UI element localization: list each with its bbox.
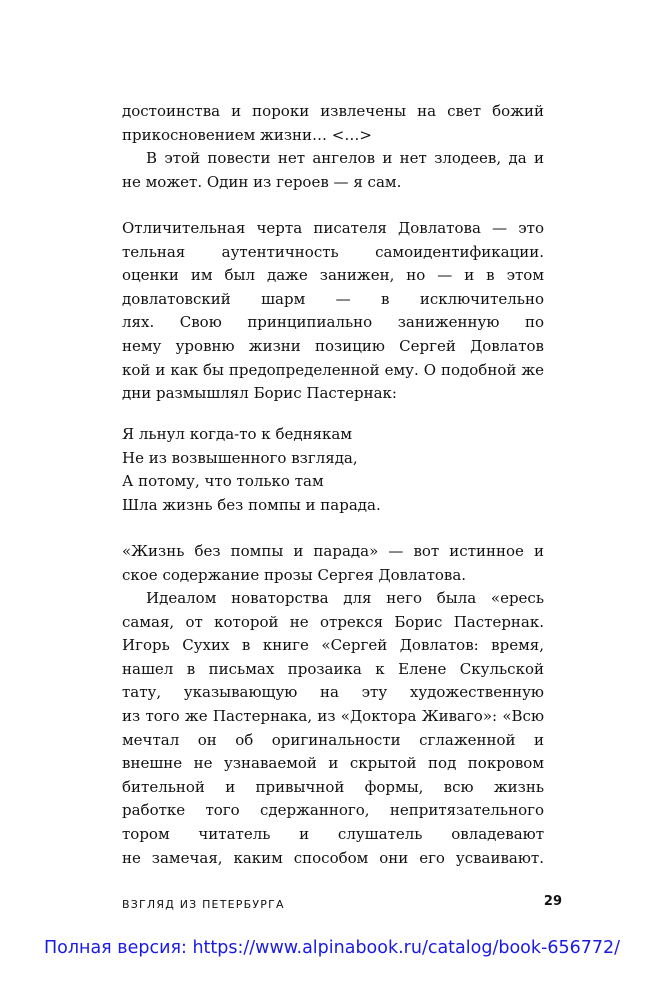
text-line: Игорь Сухих в книге «Сергей Довлатов: время, [122,636,544,655]
text-line: тельная аутентичность самоидентификации. [122,242,544,261]
paragraph-novelty [122,587,544,870]
text-line: нашел в письмах прозаика к Елене Скульской [122,659,544,678]
text-line: нему уровню жизни позицию Сергей Довлатов [122,336,544,355]
page-number: 29 [543,894,562,909]
text-line: В этой повести нет ангелов и нет злодеев, да и [146,149,544,167]
text-line: довлатовский шарм — в исключительно [122,289,544,308]
poem-quote [122,423,544,517]
text-line: мечтал он об оригинальности сглаженной и [122,730,544,749]
poem-line: А потому, что только там [122,472,324,491]
text-line: внешне не узнаваемой и скрытой под покровом [122,754,544,773]
text-line: лях. Свою принципиально заниженную по [122,313,544,332]
text-line: тором читатель и слушатель овладевают [122,824,544,843]
text-line: «Жизнь без помпы и парада» — вот истинное и [122,542,544,560]
paragraph-quote-end [122,100,544,147]
text-line: кой и как бы предопределенной ему. О подобной же [122,360,544,379]
text-line: ское содержание прозы Сергея Довлатова. [122,565,467,584]
text-line: дни размышлял Борис Пастернак: [122,384,397,403]
text-line: тату, указывающую на эту художественную [122,683,544,702]
text-line: бительной и привычной формы, всю жизнь [122,777,544,796]
text-line: не замечая, каким способом они его усваивают. [122,848,544,867]
text-line: не может. Один из героев — я сам. [122,172,402,191]
text-line: работке того сдержанного, непритязательного [122,801,544,820]
text-line: из того же Пастернака, из «Доктора Живаго»: «Всю [122,706,544,725]
text-line: самая, от которой не отрекся Борис Пастернак. [122,612,544,631]
text-line: прикосновением жизни… <…> [122,125,372,144]
poem-line: Не из возвышенного взгляда, [122,448,358,467]
paragraph-main [122,217,544,406]
paragraph-summary [122,540,544,587]
running-title: ВЗГЛЯД ИЗ ПЕТЕРБУРГА [122,898,285,911]
poem-line: Я льнул когда-то к беднякам [122,425,353,443]
text-line: достоинства и пороки извлечены на свет божий [122,102,544,120]
text-line: оценки им был даже занижен, но — и в этом [122,266,544,285]
full-version-link[interactable]: Полная версия: https://www.alpinabook.ru/catalog/book-656772/ [43,938,621,958]
text-line: Идеалом новаторства для него была «ересь [146,589,544,607]
paragraph-quote-last [122,147,544,194]
text-line: Отличительная черта писателя Довлатова — это [122,219,544,237]
poem-line: Шла жизнь без помпы и парада. [122,495,381,514]
